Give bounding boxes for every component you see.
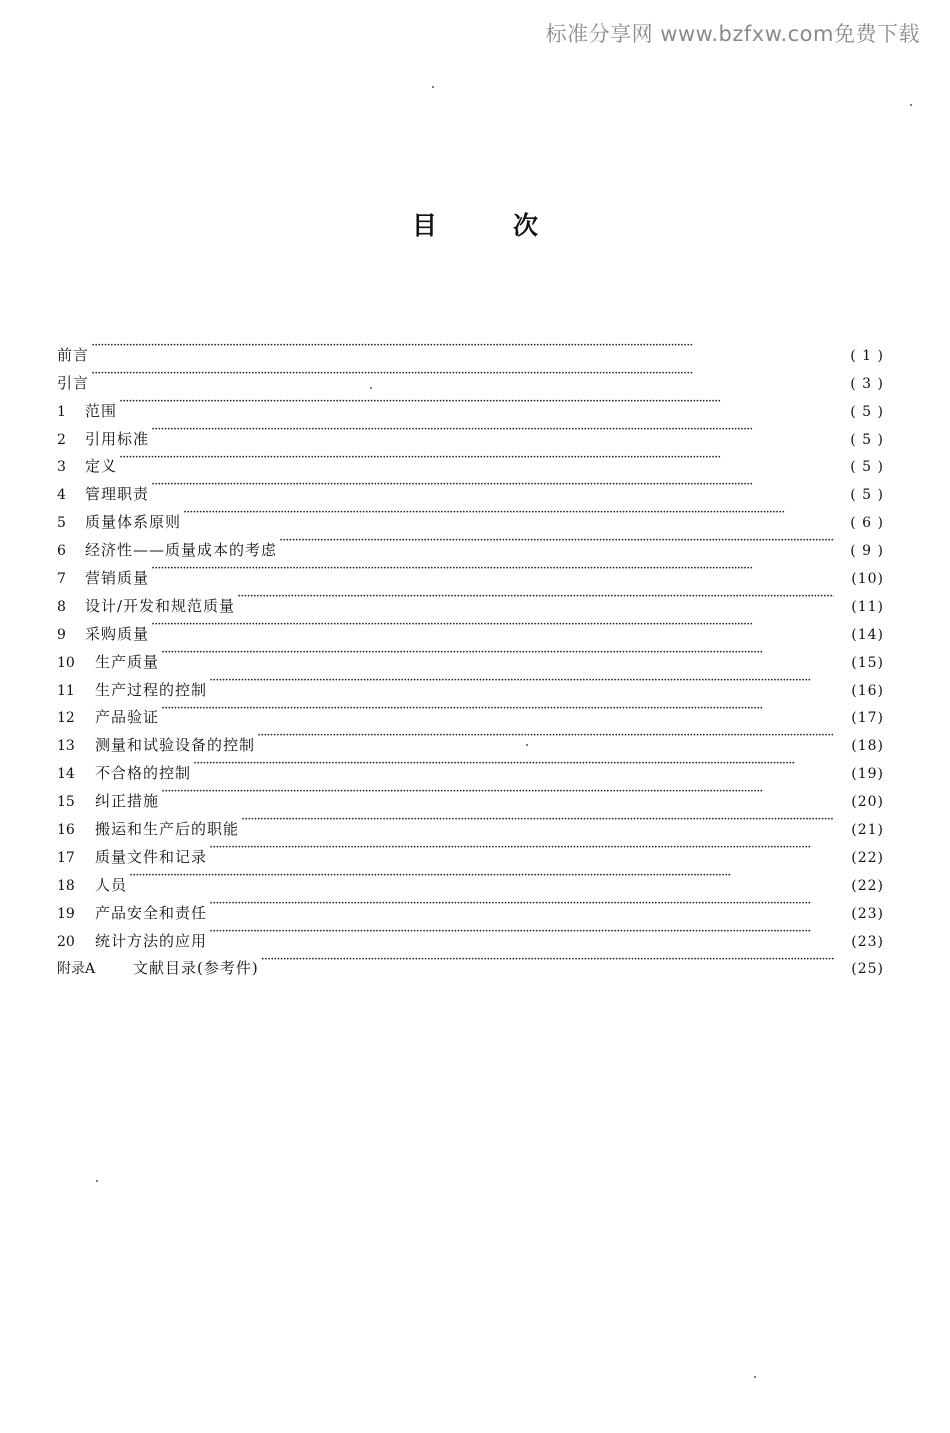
dot-leader — [279, 527, 834, 555]
toc-entry-number: 10 — [57, 654, 75, 671]
watermark: 标准分享网 www.bzfxw.com免费下载 — [545, 22, 920, 46]
toc-entry-number: 3 — [57, 459, 66, 476]
toc-entry-number: 18 — [57, 877, 75, 894]
toc-entry-number: 15 — [57, 794, 75, 811]
toc-entry-2[interactable] — [57, 416, 884, 448]
toc-entry-introduction[interactable] — [57, 360, 884, 392]
dot-leader — [161, 778, 834, 806]
toc-entry-label: 搬运和生产后的职能 — [95, 820, 240, 839]
toc-entry-page: (20) — [851, 794, 884, 811]
toc-entry-page: (17) — [851, 710, 884, 727]
toc-entry-page: (16) — [851, 682, 884, 699]
toc-entry-8[interactable] — [57, 583, 884, 615]
dot-leader — [193, 750, 834, 778]
toc-entry-label: 质量体系原则 — [85, 513, 182, 532]
toc-entry-label: 设计/开发和规范质量 — [85, 596, 236, 615]
toc-entry-label: 引用标准 — [85, 429, 150, 448]
toc-entry-label: 不合格的控制 — [95, 764, 192, 783]
dot-leader — [161, 639, 834, 667]
toc-entry-page: (10) — [851, 571, 884, 588]
toc-entry-10[interactable] — [57, 639, 884, 671]
toc-entry-label: 产品验证 — [95, 708, 160, 727]
toc-entry-16[interactable] — [57, 806, 884, 839]
toc-entry-label: 人员 — [95, 875, 128, 894]
toc-entry-label: 管理职责 — [85, 485, 150, 504]
toc-entry-number: 4 — [57, 487, 66, 504]
toc-entry-label: 统计方法的应用 — [95, 931, 208, 950]
toc-entry-number: 6 — [57, 543, 66, 560]
dot-leader — [151, 471, 834, 499]
scan-speck — [910, 104, 912, 106]
toc-entry-label: 产品安全和责任 — [95, 903, 208, 922]
title-char: 目 — [411, 211, 513, 240]
dot-leader — [237, 583, 834, 611]
toc-entry-page: (23) — [851, 933, 884, 950]
toc-entry-label: 测量和试验设备的控制 — [95, 736, 256, 755]
toc-entry-19[interactable] — [57, 890, 884, 922]
toc-entry-page: ( 9 ) — [850, 543, 884, 560]
toc-entry-5[interactable] — [57, 499, 884, 532]
toc-entry-4[interactable] — [57, 471, 884, 504]
toc-entry-page: ( 3 ) — [850, 375, 884, 392]
toc-entry-15[interactable] — [57, 778, 884, 811]
scan-speck — [526, 744, 528, 746]
toc-entry-page: ( 1 ) — [850, 347, 884, 364]
toc-entry-9[interactable] — [57, 611, 884, 643]
toc-entry-number: 19 — [57, 905, 75, 922]
dot-leader — [161, 695, 834, 723]
toc-entry-page: (14) — [851, 626, 884, 643]
dot-leader — [119, 444, 834, 472]
dot-leader — [151, 416, 834, 444]
dot-leader — [209, 667, 834, 695]
toc-entry-3[interactable] — [57, 444, 884, 476]
toc-entry-page: (15) — [851, 654, 884, 671]
scan-speck — [96, 1180, 98, 1182]
dot-leader — [261, 946, 834, 974]
toc-entry-number: 14 — [57, 766, 75, 783]
toc-entry-13[interactable] — [57, 722, 884, 755]
toc-entry-label: 生产质量 — [95, 652, 160, 671]
dot-leader — [129, 862, 834, 890]
toc-entry-18[interactable] — [57, 862, 884, 894]
toc-entry-number: 12 — [57, 710, 75, 727]
toc-entry-12[interactable] — [57, 695, 884, 727]
toc-entry-page: (18) — [851, 738, 884, 755]
title-char: 次 — [513, 211, 615, 240]
toc-entry-page: ( 6 ) — [850, 515, 884, 532]
toc-entry-page: (19) — [851, 766, 884, 783]
toc-entry-page: ( 5 ) — [850, 487, 884, 504]
dot-leader — [183, 499, 834, 527]
toc-entry-number: 16 — [57, 822, 75, 839]
toc-entry-number: 附录A — [57, 961, 96, 978]
toc-entry-1[interactable] — [57, 388, 884, 420]
toc-entry-number: 1 — [57, 403, 66, 420]
toc-entry-label: 定义 — [85, 457, 118, 476]
scan-speck — [432, 86, 434, 88]
toc-entry-label: 范围 — [85, 401, 118, 420]
dot-leader — [151, 611, 834, 639]
toc-entry-page: (22) — [851, 877, 884, 894]
toc-entry-page: (23) — [851, 905, 884, 922]
dot-leader — [151, 555, 834, 583]
toc-entry-11[interactable] — [57, 667, 884, 699]
dot-leader — [209, 834, 834, 862]
table-of-contents — [57, 332, 884, 978]
dot-leader — [241, 806, 834, 834]
toc-entry-label: 纠正措施 — [95, 792, 160, 811]
toc-entry-page: ( 5 ) — [850, 431, 884, 448]
dot-leader — [91, 360, 834, 388]
toc-entry-preface[interactable] — [57, 332, 884, 364]
toc-entry-label: 采购质量 — [85, 624, 150, 643]
scan-speck — [370, 387, 372, 389]
toc-entry-page: (22) — [851, 849, 884, 866]
toc-entry-number: 13 — [57, 738, 75, 755]
dot-leader — [257, 722, 834, 750]
dot-leader — [209, 890, 834, 918]
toc-entry-number: 7 — [57, 571, 66, 588]
toc-entry-page: (25) — [851, 961, 884, 978]
toc-entry-number: 8 — [57, 598, 66, 615]
scan-speck — [754, 1376, 756, 1378]
toc-entry-page: (11) — [851, 598, 884, 615]
dot-leader — [119, 388, 834, 416]
toc-entry-number: 2 — [57, 431, 66, 448]
toc-entry-number: 11 — [57, 682, 75, 699]
toc-entry-label: 文献目录(参考件) — [133, 959, 259, 978]
toc-entry-number: 17 — [57, 849, 75, 866]
toc-entry-page: ( 5 ) — [850, 403, 884, 420]
toc-entry-label: 质量文件和记录 — [95, 847, 208, 866]
toc-entry-number: 9 — [57, 626, 66, 643]
dot-leader — [91, 332, 834, 360]
toc-entry-label: 经济性——质量成本的考虑 — [85, 541, 278, 560]
toc-entry-label: 生产过程的控制 — [95, 680, 208, 699]
toc-entry-number: 5 — [57, 515, 66, 532]
toc-entry-page: ( 5 ) — [850, 459, 884, 476]
toc-entry-label: 营销质量 — [85, 569, 150, 588]
toc-entry-number: 20 — [57, 933, 75, 950]
toc-entry-label: 引言 — [57, 373, 90, 392]
toc-entry-page: (21) — [851, 822, 884, 839]
toc-entry-7[interactable] — [57, 555, 884, 588]
toc-entry-label: 前言 — [57, 345, 90, 364]
page-title — [0, 206, 950, 242]
toc-entry-6[interactable] — [57, 527, 884, 560]
dot-leader — [209, 918, 834, 946]
